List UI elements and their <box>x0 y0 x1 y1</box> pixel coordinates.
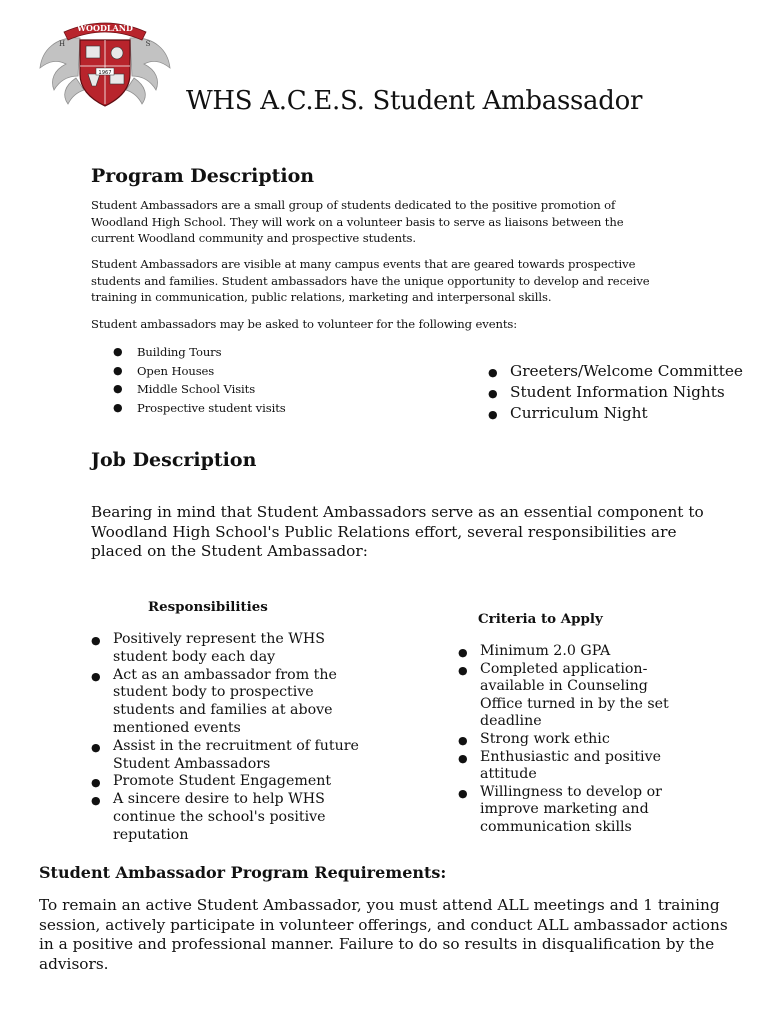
requirements-heading: Student Ambassador Program Requirements: <box>39 863 447 882</box>
list-item: ● Middle School Visits <box>113 380 343 399</box>
shield-emblem-icon <box>110 74 124 84</box>
list-item: ● Act as an ambassador from the student body to prospective students and families at above mentioned events <box>91 667 369 738</box>
job-description-heading: Job Description <box>91 449 257 471</box>
list-item: ● Positively represent the WHS student body each day <box>91 631 369 667</box>
program-paragraph-1: Student Ambassadors are a small group of students dedicated to the positive promotion of Woodland High School. They will work on a volunteer basis to serve as liaisons between the current Woodland community and prospective students. <box>91 198 624 245</box>
list-item: ● Promote Student Engagement <box>91 773 369 791</box>
crest-letter-right: S <box>145 40 151 48</box>
responsibilities-heading: Responsibilities <box>148 599 268 615</box>
list-item: ● Prospective student visits <box>113 399 343 418</box>
job-intro-paragraph: Bearing in mind that Student Ambassadors serve as an essential component to Woodland High School's Public Relations effort, several responsibilities are placed on the Student Ambassador: <box>91 503 704 561</box>
responsibilities-list <box>91 631 369 845</box>
program-paragraph-2: Student Ambassadors are visible at many campus events that are geared towards prospective students and families. Student ambassadors have the unique opportunity to develop and receive training in communication, public relations, marketing and interpersonal skills. <box>91 257 650 304</box>
criteria-heading: Criteria to Apply <box>478 611 603 627</box>
shield-torch-icon <box>111 47 123 59</box>
page-title: WHS A.C.E.S. Student Ambassador <box>186 86 643 116</box>
list-item: ● Willingness to develop or improve marketing and communication skills <box>458 784 676 837</box>
list-item: ● Strong work ethic <box>458 731 676 749</box>
list-item: ● Minimum 2.0 GPA <box>458 643 676 661</box>
list-item: ● Enthusiastic and positive attitude <box>458 749 676 784</box>
shield-book-icon <box>86 46 100 58</box>
list-item: ● Greeters/Welcome Committee <box>488 361 758 382</box>
list-item: ● Curriculum Night <box>488 403 758 424</box>
banner-text: WOODLAND <box>77 23 133 33</box>
criteria-list <box>458 643 676 837</box>
list-item: ● Completed application- available in Counseling Office turned in by the set deadline <box>458 661 676 731</box>
list-item: ● Building Tours <box>113 343 343 362</box>
crest-letter-left: H <box>58 40 66 48</box>
requirements-paragraph: To remain an active Student Ambassador, you must attend ALL meetings and 1 training session, actively participate in volunteer offerings, and conduct ALL ambassador actions in a positive and professional manner. Failure to do so results in disqualification by the advisors. <box>39 896 728 974</box>
list-item: ● Assist in the recruitment of future Student Ambassadors <box>91 738 369 774</box>
list-item: ● A sincere desire to help WHS continue the school's positive reputation <box>91 791 369 844</box>
program-paragraph-3: Student ambassadors may be asked to volunteer for the following events: <box>91 317 518 331</box>
woodland-crest-logo <box>36 16 174 108</box>
events-list-right <box>488 361 758 424</box>
list-item: ● Student Information Nights <box>488 382 758 403</box>
list-item: ● Open Houses <box>113 362 343 381</box>
events-list-left <box>113 343 343 417</box>
crest-year: 1967 <box>98 69 112 76</box>
program-description-heading: Program Description <box>91 165 315 187</box>
